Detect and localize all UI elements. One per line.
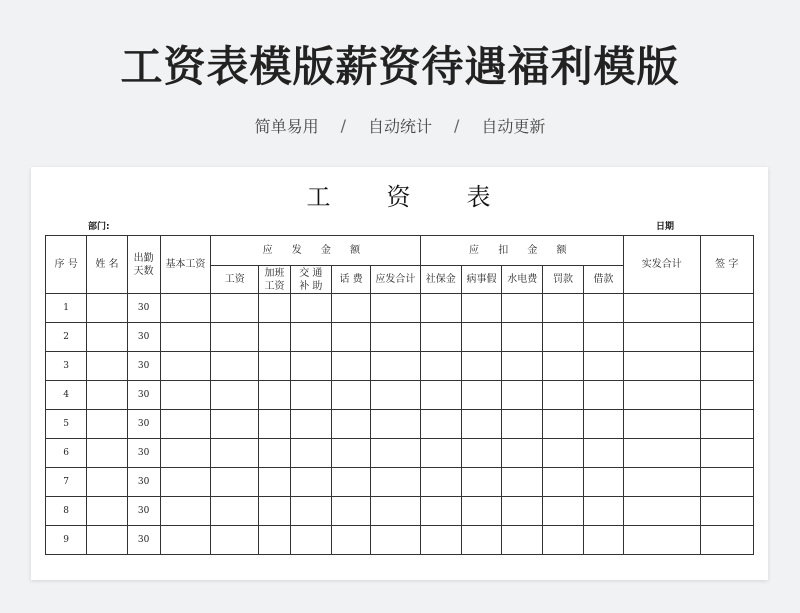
table-cell[interactable] xyxy=(461,468,501,497)
table-row xyxy=(46,468,754,497)
date-label: 日期 xyxy=(656,222,675,232)
table-cell[interactable] xyxy=(420,381,461,410)
table-cell[interactable] xyxy=(290,294,331,323)
cell-attendance-days[interactable]: 30 xyxy=(127,439,160,468)
cell-seq[interactable]: 6 xyxy=(46,439,87,468)
table-cell[interactable] xyxy=(543,352,583,381)
table-cell[interactable] xyxy=(259,294,290,323)
table-cell[interactable] xyxy=(211,468,259,497)
table-cell[interactable] xyxy=(290,526,331,555)
table-cell[interactable] xyxy=(331,439,370,468)
table-cell[interactable] xyxy=(259,352,290,381)
table-cell[interactable] xyxy=(290,468,331,497)
table-cell[interactable] xyxy=(331,352,370,381)
table-cell[interactable] xyxy=(420,323,461,352)
table-cell[interactable] xyxy=(211,410,259,439)
table-cell[interactable] xyxy=(461,352,501,381)
table-cell[interactable] xyxy=(624,526,701,555)
table-cell[interactable] xyxy=(87,497,127,526)
table-cell[interactable] xyxy=(211,352,259,381)
table-cell[interactable] xyxy=(624,468,701,497)
table-cell[interactable] xyxy=(700,439,753,468)
table-cell[interactable] xyxy=(502,352,543,381)
table-cell[interactable] xyxy=(543,468,583,497)
table-cell[interactable] xyxy=(160,352,210,381)
table-cell[interactable] xyxy=(543,410,583,439)
col-wage: 工资 xyxy=(211,266,259,294)
col-name: 姓 名 xyxy=(87,236,127,294)
feature-auto-stats: 自动统计 xyxy=(367,117,432,136)
table-cell[interactable] xyxy=(461,497,501,526)
table-cell[interactable] xyxy=(87,294,127,323)
payroll-sheet xyxy=(31,167,768,580)
feature-easy: 简单易用 xyxy=(254,117,319,136)
table-cell[interactable] xyxy=(371,352,420,381)
col-loan: 借款 xyxy=(583,266,623,294)
table-cell[interactable] xyxy=(624,381,701,410)
table-row xyxy=(46,294,754,323)
cell-attendance-days[interactable]: 30 xyxy=(127,381,160,410)
table-cell[interactable] xyxy=(583,468,623,497)
table-cell[interactable] xyxy=(583,410,623,439)
table-cell[interactable] xyxy=(290,323,331,352)
table-cell[interactable] xyxy=(583,439,623,468)
table-cell[interactable] xyxy=(420,410,461,439)
sheet-title-char: 工 xyxy=(306,183,333,211)
table-cell[interactable] xyxy=(160,410,210,439)
table-cell[interactable] xyxy=(87,468,127,497)
table-cell[interactable] xyxy=(420,526,461,555)
table-cell[interactable] xyxy=(543,439,583,468)
col-overtime-pay: 加班 工资 xyxy=(259,266,290,294)
table-cell[interactable] xyxy=(87,381,127,410)
table-cell[interactable] xyxy=(290,439,331,468)
table-cell[interactable] xyxy=(700,410,753,439)
table-cell[interactable] xyxy=(502,526,543,555)
cell-seq[interactable]: 5 xyxy=(46,410,87,439)
table-cell[interactable] xyxy=(331,323,370,352)
table-cell[interactable] xyxy=(543,294,583,323)
table-cell[interactable] xyxy=(160,323,210,352)
table-cell[interactable] xyxy=(543,526,583,555)
col-phone-fee: 话 费 xyxy=(331,266,370,294)
table-cell[interactable] xyxy=(624,294,701,323)
table-cell[interactable] xyxy=(259,439,290,468)
table-cell[interactable] xyxy=(211,497,259,526)
feature-auto-update: 自动更新 xyxy=(481,117,546,136)
table-cell[interactable] xyxy=(87,352,127,381)
table-cell[interactable] xyxy=(700,352,753,381)
col-attendance-days: 出勤 天数 xyxy=(127,236,160,294)
col-payable-total: 应发合计 xyxy=(371,266,420,294)
table-cell[interactable] xyxy=(583,294,623,323)
table-cell[interactable] xyxy=(290,497,331,526)
table-cell[interactable] xyxy=(543,381,583,410)
cell-attendance-days[interactable]: 30 xyxy=(127,468,160,497)
table-cell[interactable] xyxy=(259,381,290,410)
col-sick-leave: 病事假 xyxy=(461,266,501,294)
col-net-pay: 实发合计 xyxy=(624,236,701,294)
cell-seq[interactable]: 2 xyxy=(46,323,87,352)
cell-attendance-days[interactable]: 30 xyxy=(127,497,160,526)
sheet-title-char: 表 xyxy=(466,183,493,211)
table-cell[interactable] xyxy=(371,526,420,555)
table-cell[interactable] xyxy=(583,352,623,381)
table-cell[interactable] xyxy=(259,323,290,352)
table-cell[interactable] xyxy=(331,294,370,323)
table-cell[interactable] xyxy=(290,352,331,381)
table-cell[interactable] xyxy=(420,352,461,381)
cell-attendance-days[interactable]: 30 xyxy=(127,294,160,323)
feature-tagline xyxy=(0,114,800,137)
table-cell[interactable] xyxy=(211,323,259,352)
table-cell[interactable] xyxy=(461,323,501,352)
cell-seq[interactable]: 8 xyxy=(46,497,87,526)
table-cell[interactable] xyxy=(461,410,501,439)
table-cell[interactable] xyxy=(700,497,753,526)
table-cell[interactable] xyxy=(420,294,461,323)
col-signature: 签 字 xyxy=(700,236,753,294)
table-cell[interactable] xyxy=(502,323,543,352)
table-cell[interactable] xyxy=(420,439,461,468)
table-cell[interactable] xyxy=(331,468,370,497)
table-cell[interactable] xyxy=(211,294,259,323)
table-cell[interactable] xyxy=(700,294,753,323)
table-cell[interactable] xyxy=(583,497,623,526)
cell-attendance-days[interactable]: 30 xyxy=(127,323,160,352)
table-cell[interactable] xyxy=(461,294,501,323)
table-cell[interactable] xyxy=(259,526,290,555)
col-seq: 序 号 xyxy=(46,236,87,294)
table-cell[interactable] xyxy=(87,323,127,352)
table-cell[interactable] xyxy=(160,439,210,468)
table-row xyxy=(46,439,754,468)
table-cell[interactable] xyxy=(502,294,543,323)
cell-attendance-days[interactable]: 30 xyxy=(127,352,160,381)
table-cell[interactable] xyxy=(461,439,501,468)
table-cell[interactable] xyxy=(160,468,210,497)
table-cell[interactable] xyxy=(624,410,701,439)
col-social-insurance: 社保金 xyxy=(420,266,461,294)
table-cell[interactable] xyxy=(700,323,753,352)
table-row xyxy=(46,497,754,526)
table-cell[interactable] xyxy=(461,381,501,410)
table-cell[interactable] xyxy=(502,381,543,410)
table-cell[interactable] xyxy=(331,381,370,410)
table-cell[interactable] xyxy=(211,526,259,555)
table-row xyxy=(46,352,754,381)
table-cell[interactable] xyxy=(371,439,420,468)
table-cell[interactable] xyxy=(160,294,210,323)
cell-attendance-days[interactable]: 30 xyxy=(127,410,160,439)
sheet-title-char: 资 xyxy=(386,183,413,211)
table-cell[interactable] xyxy=(583,526,623,555)
table-cell[interactable] xyxy=(502,410,543,439)
table-cell[interactable] xyxy=(331,526,370,555)
table-cell[interactable] xyxy=(87,526,127,555)
group-deduction: 应 扣 金 额 xyxy=(420,236,623,266)
table-cell[interactable] xyxy=(371,381,420,410)
table-cell[interactable] xyxy=(583,381,623,410)
payroll-body xyxy=(46,294,754,555)
table-cell[interactable] xyxy=(371,468,420,497)
table-cell[interactable] xyxy=(700,526,753,555)
cell-seq[interactable]: 1 xyxy=(46,294,87,323)
table-cell[interactable] xyxy=(371,410,420,439)
table-cell[interactable] xyxy=(290,381,331,410)
table-cell[interactable] xyxy=(624,497,701,526)
table-cell[interactable] xyxy=(461,526,501,555)
table-row xyxy=(46,526,754,555)
table-cell[interactable] xyxy=(371,323,420,352)
table-row xyxy=(46,410,754,439)
table-cell[interactable] xyxy=(331,497,370,526)
table-cell[interactable] xyxy=(259,497,290,526)
cell-seq[interactable]: 4 xyxy=(46,381,87,410)
cell-seq[interactable]: 9 xyxy=(46,526,87,555)
table-cell[interactable] xyxy=(259,468,290,497)
table-cell[interactable] xyxy=(259,410,290,439)
table-cell[interactable] xyxy=(211,381,259,410)
col-fine: 罚款 xyxy=(543,266,583,294)
table-cell[interactable] xyxy=(420,468,461,497)
table-cell[interactable] xyxy=(371,497,420,526)
col-utilities: 水电费 xyxy=(502,266,543,294)
separator: / xyxy=(340,116,346,135)
table-cell[interactable] xyxy=(543,323,583,352)
table-cell[interactable] xyxy=(87,439,127,468)
department-label: 部门: xyxy=(88,222,110,232)
col-transport-allowance: 交 通 补 助 xyxy=(290,266,331,294)
cell-seq[interactable]: 3 xyxy=(46,352,87,381)
table-cell[interactable] xyxy=(331,410,370,439)
table-cell[interactable] xyxy=(420,497,461,526)
table-cell[interactable] xyxy=(583,323,623,352)
table-cell[interactable] xyxy=(543,497,583,526)
table-cell[interactable] xyxy=(502,497,543,526)
table-row xyxy=(46,381,754,410)
table-cell[interactable] xyxy=(700,381,753,410)
sheet-title xyxy=(31,177,768,212)
cell-seq[interactable]: 7 xyxy=(46,468,87,497)
group-payable: 应 发 金 额 xyxy=(211,236,420,266)
table-row xyxy=(46,323,754,352)
table-cell[interactable] xyxy=(160,526,210,555)
cell-attendance-days[interactable]: 30 xyxy=(127,526,160,555)
table-cell[interactable] xyxy=(624,352,701,381)
table-cell[interactable] xyxy=(700,468,753,497)
table-cell[interactable] xyxy=(160,381,210,410)
table-cell[interactable] xyxy=(160,497,210,526)
table-cell[interactable] xyxy=(211,439,259,468)
payroll-table xyxy=(45,235,754,555)
page-title: 工资表模版薪资待遇福利模版 xyxy=(120,42,680,91)
table-cell[interactable] xyxy=(624,323,701,352)
table-cell[interactable] xyxy=(502,468,543,497)
table-cell[interactable] xyxy=(87,410,127,439)
separator: / xyxy=(454,116,460,135)
col-base-salary: 基本工资 xyxy=(160,236,210,294)
table-cell[interactable] xyxy=(624,439,701,468)
table-cell[interactable] xyxy=(502,439,543,468)
table-cell[interactable] xyxy=(371,294,420,323)
table-cell[interactable] xyxy=(290,410,331,439)
